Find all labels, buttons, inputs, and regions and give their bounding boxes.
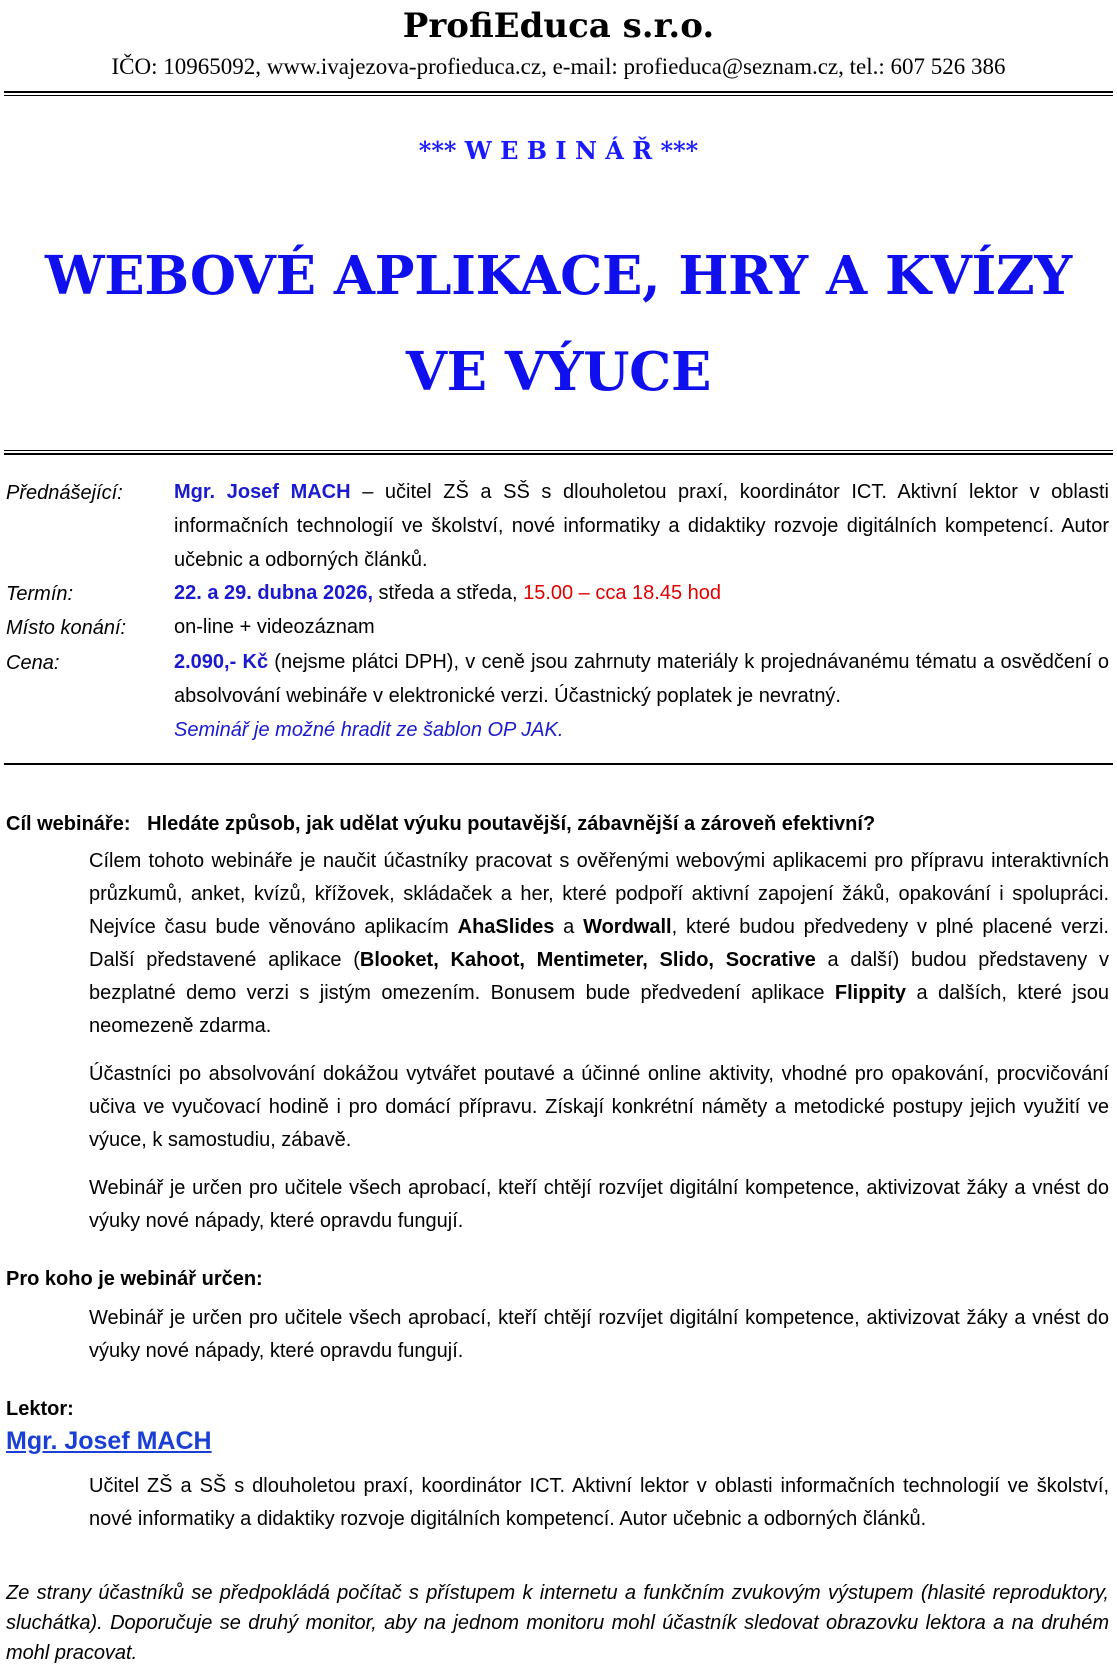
speaker-label: Přednášející:: [6, 482, 123, 504]
date-label: Termín:: [6, 583, 74, 605]
date-time: 15.00 – cca 18.45 hod: [523, 582, 722, 604]
audience-text: Webinář je určen pro učitele všech aprobací, kteří chtějí rozvíjet digitální kompetence, aktivizovat žáky a vnést do výuky nové nápady, které opravdu fungují.: [89, 1307, 1109, 1362]
lector-bio: Učitel ZŠ a SŠ s dlouholetou praxí, koordinátor ICT. Aktivní lektor v oblasti informačních technologií ve školství, nové informatiky a didaktiky rozvoje digitálních kompetencí. Autor učebnic a odborných článků.: [89, 1475, 1109, 1530]
speaker-desc: – učitel ZŠ a SŠ s dlouholetou praxí, koordinátor ICT. Aktivní lektor v oblasti informačních technologií ve školství, nové informatiky a didaktiky rozvoje digitálních kompetencí. Autor učebnic a odborných článků.: [174, 481, 1109, 571]
price-note: Seminář je možné hradit ze šablon OP JAK.: [174, 719, 564, 741]
lector-name-link[interactable]: Mgr. Josef MACH: [6, 1427, 212, 1455]
info-divider-top-thin: [4, 450, 1113, 451]
goal-label: Cíl webináře:: [6, 813, 131, 835]
goal-paragraph-2: Účastníci po absolvování dokážou vytvářet poutavé a účinné online aktivity, vhodné pro opakování, procvičování učiva ve vyučovací hodině i pro domácí přípravu. Získají konkrétní náměty a metodické postupy jejich využití ve výuce, k samostudiu, zábavě.: [89, 1063, 1109, 1151]
info-divider-top: [4, 453, 1113, 455]
footer-note: Ze strany účastníků se předpokládá počítač s přístupem k internetu a funkčním zvukovým výstupem (hlasité reproduktory, sluchátka). Doporučuje se druhý monitor, aby na jednom monitoru mohl účastník sledovat obrazovku lektora a na druhém mohl pracovat.: [6, 1582, 1109, 1664]
goal-heading: [6, 813, 875, 836]
goal-p1-text-c: , které budou předvedeny v plné placené verzi. Další představené aplikace (: [89, 916, 1109, 971]
app-list: Blooket, Kahoot, Mentimeter, Slido, Socrative: [359, 949, 816, 971]
place-label: Místo konání:: [6, 617, 127, 639]
date-value-row: [174, 576, 1109, 610]
goal-paragraph-3: Webinář je určen pro učitele všech aprobací, kteří chtějí rozvíjet digitální kompetence, aktivizovat žáky a vnést do výuky nové nápady, které opravdu fungují.: [89, 1177, 1109, 1232]
lector-heading: Lektor:: [6, 1398, 74, 1420]
price-value: 2.090,- Kč: [174, 651, 269, 673]
header-divider: [4, 91, 1113, 93]
app-ahaslides: AhaSlides: [457, 916, 555, 938]
date-value: 22. a 29. dubna 2026,: [174, 582, 373, 604]
event-title-line2: VE VÝUCE: [405, 341, 712, 403]
goal-p1-text-b: a: [554, 916, 584, 938]
goal-question: Hledáte způsob, jak udělat výuku poutavější, zábavnější a zároveň efektivní?: [147, 813, 876, 835]
goal-p1-text-a: Cílem tohoto webináře je naučit účastníky pracovat s ověřenými webovými aplikacemi pro přípravu interaktivních průzkumů, anket, kvízů, křížovek, skládaček a her, které podpoří aktivní zapojení žáků, opakování i spolupráci. Nejvíce času bude věnováno aplikacím: [89, 850, 1109, 938]
webinar-tag: *** W E B I N Á Ř ***: [418, 136, 699, 165]
place-value: on-line + videozáznam: [174, 616, 375, 638]
info-divider-bottom: [4, 763, 1113, 765]
event-title: [0, 228, 1117, 420]
company-contact: IČO: 10965092, www.ivajezova-profieduca.cz, e-mail: profieduca@seznam.cz, tel.: 607 526 386: [111, 54, 1006, 79]
price-value-row: [174, 645, 1109, 747]
speaker-value: [174, 475, 1109, 577]
audience-heading: Pro koho je webinář určen:: [6, 1268, 263, 1290]
speaker-name: Mgr. Josef MACH: [174, 481, 351, 503]
app-wordwall: Wordwall: [583, 916, 672, 938]
goal-p1-text-d: a další) budou představeny v bezplatné demo verzi s jistým omezením. Bonusem bude předvedení aplikace: [89, 949, 1109, 1004]
goal-p1-text-e: a dalších, které jsou neomezeně zdarma.: [89, 982, 1109, 1037]
date-days: středa a středa,: [373, 582, 524, 604]
event-title-line1: WEBOVÉ APLIKACE, HRY A KVÍZY: [45, 245, 1072, 307]
company-name: ProfiEduca s.r.o.: [402, 6, 715, 46]
app-flippity: Flippity: [834, 982, 907, 1004]
goal-paragraph-1: [89, 845, 1109, 1043]
price-label: Cena:: [6, 652, 60, 674]
price-desc: (nejsme plátci DPH), v ceně jsou zahrnuty materiály k projednávanému tématu a osvědčení o absolvování webináře v elektronické verzi. Účastnický poplatek je nevratný.: [174, 651, 1109, 707]
header-divider-thin: [4, 95, 1113, 96]
